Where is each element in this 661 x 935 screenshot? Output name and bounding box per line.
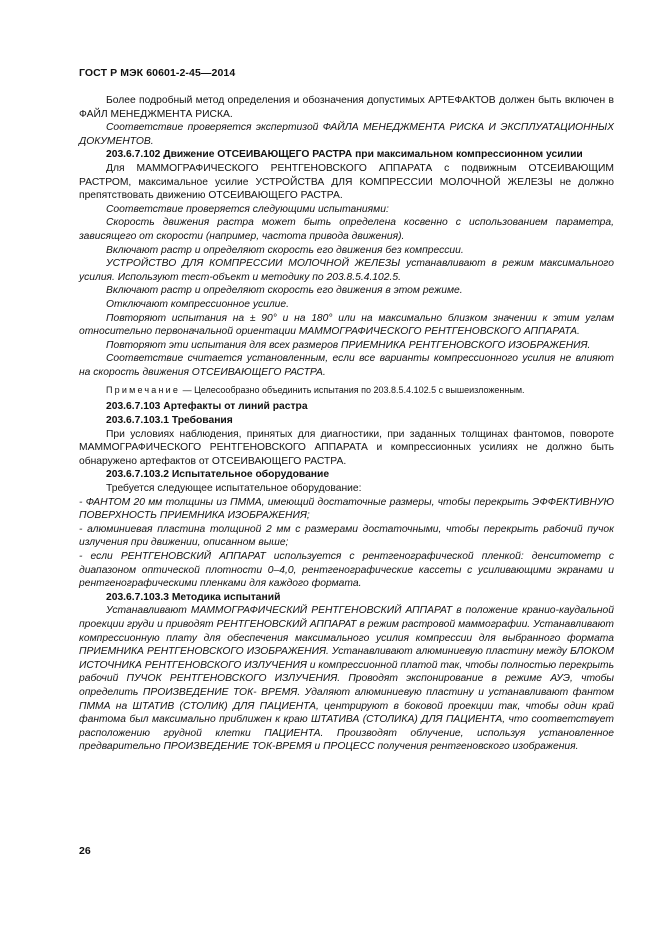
section-heading: 203.6.7.103 Артефакты от линий растра bbox=[106, 401, 308, 413]
list-item: - если РЕНТГЕНОВСКИЙ АППАРАТ используется с рентгенографической пленкой: денситометр с диапазоном оптической плотности 0–4,0, рентгенографические кассеты с усиливающими экранами и рентгенографическими пленками для каждого формата. bbox=[79, 551, 614, 590]
page-number: 26 bbox=[79, 845, 91, 857]
paragraph: Включают растр и определяют скорость его движения в этом режиме. bbox=[106, 285, 463, 297]
document-body bbox=[79, 94, 614, 754]
paragraph: Соответствие проверяется экспертизой ФАЙЛА МЕНЕДЖМЕНТА РИСКА И ЭКСПЛУАТАЦИОННЫХ ДОКУМЕНТОВ. bbox=[79, 122, 614, 147]
paragraph: Устанавливают МАММОГРАФИЧЕСКИЙ РЕНТГЕНОВСКИЙ АППАРАТ в положение кранио-каудальной проекции груди и приводят РЕНТГЕНОВСКИЙ АППАРАТ в режим растровой маммографии. Устанавливают компрессионную плату для обеспечения максимального усилия компрессии для выбранного формата ПРИЕМНИКА РЕНТГЕНОВСКОГО ИЗОБРАЖЕНИЯ. Устанавливают алюминиевую пластину между БЛОКОМ ИСТОЧНИКА РЕНТГЕНОВСКОГО ИЗЛУЧЕНИЯ и компрессионной платой так, чтобы полностью перекрыть рабочий ПУЧОК РЕНТГЕНОВСКОГО ИЗЛУЧЕНИЯ. Проводят экспонирование в режиме АУЭ, чтобы определить ПРОИЗВЕДЕНИЕ ТОК- ВРЕМЯ. Удаляют алюминиевую пластину и устанавливают фантом ПММА на ШТАТИВ (СТОЛИК) ДЛЯ ПАЦИЕНТА, центрируют в боковой проекции так, чтобы один край фантома был максимально приближен к краю ШТАТИВА (СТОЛИКА) ДЛЯ ПАЦИЕНТА, что соответствует расположению грудной клетки ПАЦИЕНТА. Производят облучение, используя установленное предварительно ПРОИЗВЕДЕНИЕ ТОК-ВРЕМЯ и ПРОЦЕСС получения рентгеновского изображения. bbox=[79, 605, 614, 753]
paragraph: При условиях наблюдения, принятых для диагностики, при заданных толщинах фантомов, повороте МАММОГРАФИЧЕСКОГО РЕНТГЕНОВСКОГО АППАРАТА и компрессионных усилиях не должно быть обнаружено артефактов от ОТСЕИВАЮЩЕГО РАСТРА. bbox=[79, 428, 614, 467]
paragraph: Более подробный метод определения и обозначения допустимых АРТЕФАКТОВ должен быть включен в ФАЙЛ МЕНЕДЖМЕНТА РИСКА. bbox=[79, 95, 614, 120]
paragraph: Для МАММОГРАФИЧЕСКОГО РЕНТГЕНОВСКОГО АППАРАТА с подвижным ОТСЕИВАЮЩИМ РАСТРОМ, максимальное усилие УСТРОЙСТВА ДЛЯ КОМПРЕССИИ МОЛОЧНОЙ ЖЕЛЕЗЫ не должно препятствовать движению ОТСЕИВАЮЩЕГО РАСТРА. bbox=[79, 162, 614, 202]
paragraph: Повторяют испытания на ± 90° и на 180° или на максимально близком значении к этим углам относительно первоначальной ориентации МАММОГРАФИЧЕСКОГО РЕНТГЕНОВСКОГО АППАРАТА. bbox=[79, 312, 614, 338]
section-heading: 203.6.7.103.2 Испытательное оборудование bbox=[106, 469, 330, 481]
paragraph: Соответствие считается установленным, если все варианты компрессионного усилия не влияют на скорость движения ОТСЕИВАЮЩЕГО РАСТРА. bbox=[79, 353, 614, 378]
paragraph: УСТРОЙСТВО ДЛЯ КОМПРЕССИИ МОЛОЧНОЙ ЖЕЛЕЗЫ устанавливают в режим максимального усилия. Используют тест-объект и методику по 203.8.5.4.102.5. bbox=[79, 258, 614, 283]
section-heading: 203.6.7.102 Движение ОТСЕИВАЮЩЕГО РАСТРА при максимальном компрессионном усилии bbox=[106, 149, 583, 161]
paragraph: Включают растр и определяют скорость его движения без компрессии. bbox=[106, 244, 464, 256]
section-heading: 203.6.7.103.3 Методика испытаний bbox=[106, 591, 281, 603]
paragraph: Скорость движения растра может быть определена косвенно с использованием параметра, зависящего от скорости (например, частота привода движения). bbox=[79, 217, 614, 242]
paragraph: Отключают компрессионное усилие. bbox=[106, 298, 289, 310]
document-header: ГОСТ Р МЭК 60601-2-45—2014 bbox=[79, 67, 236, 79]
paragraph: Требуется следующее испытательное оборудование: bbox=[106, 483, 362, 495]
note-label: Примечание bbox=[106, 385, 181, 396]
section-heading: 203.6.7.103.1 Требования bbox=[106, 415, 233, 427]
paragraph: Повторяют эти испытания для всех размеров ПРИЕМНИКА РЕНТГЕНОВСКОГО ИЗОБРАЖЕНИЯ. bbox=[106, 339, 591, 351]
list-item: - алюминиевая пластина толщиной 2 мм с размерами достаточными, чтобы перекрыть рабочий пучок излучения при движении, описанном выше; bbox=[79, 523, 614, 549]
list-item: - ФАНТОМ 20 мм толщины из ПММА, имеющий достаточные размеры, чтобы перекрыть ЭФФЕКТИВНУЮ ПОВЕРХНОСТЬ ПРИЕМНИКА ИЗОБРАЖЕНИЯ; bbox=[79, 496, 614, 522]
note-text: — Целесообразно объединить испытания по 203.8.5.4.102.5 с вышеизложенным. bbox=[182, 385, 525, 396]
note bbox=[79, 384, 614, 396]
paragraph: Соответствие проверяется следующими испытаниями: bbox=[106, 203, 389, 215]
